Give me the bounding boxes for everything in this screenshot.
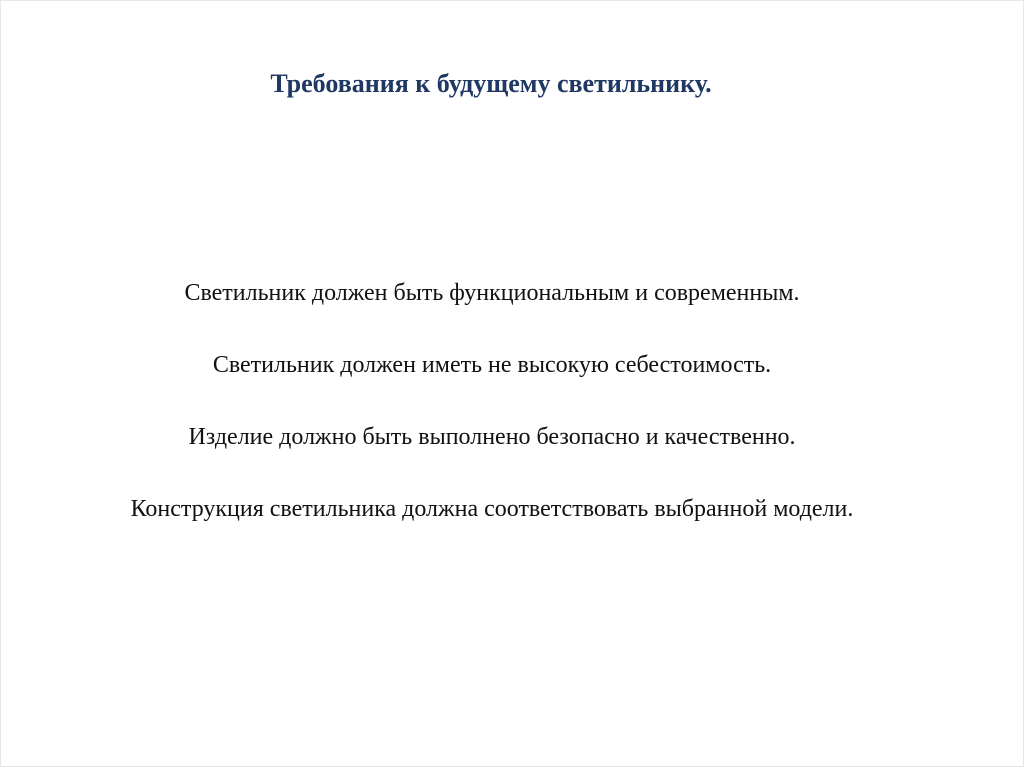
requirement-line-3: Изделие должно быть выполнено безопасно и качественно. <box>188 424 796 450</box>
requirement-line-1: Светильник должен быть функциональным и современным. <box>184 280 800 306</box>
requirement-line-4: Конструкция светильника должна соответствовать выбранной модели. <box>130 496 854 522</box>
requirements-list <box>1 277 983 565</box>
requirement-line-2: Светильник должен иметь не высокую себестоимость. <box>212 352 772 378</box>
slide-title: Требования к будущему светильнику. <box>270 69 712 98</box>
